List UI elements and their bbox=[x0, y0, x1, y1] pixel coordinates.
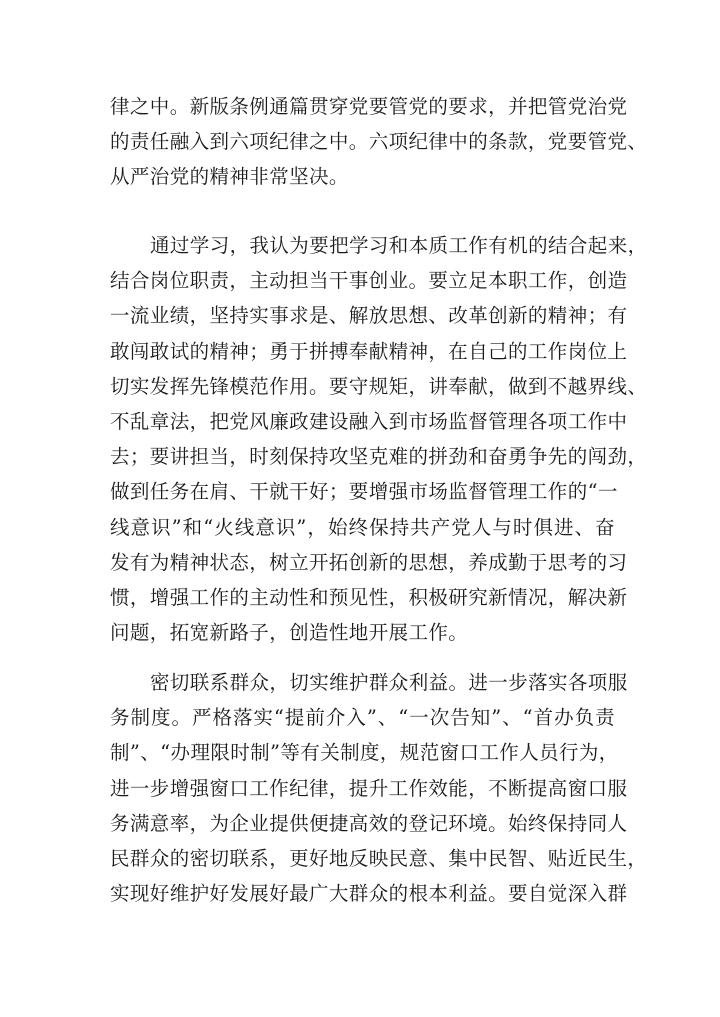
paragraph-3 bbox=[110, 665, 648, 911]
text-line: 密切联系群众，切实维护群众利益。进一步落实各项服 bbox=[150, 671, 628, 694]
text-line: 民群众的密切联系，更好地反映民意、集中民智、贴近民生， bbox=[110, 847, 648, 871]
text-line: 线意识”和“火线意识”，始终保持共产党人与时俱进、奋 bbox=[110, 515, 615, 539]
text-line: 制”、“办理限时制”等有关制度，规范窗口工作人员行为， bbox=[110, 741, 619, 765]
text-line: 律之中。新版条例通篇贯穿党要管党的要求，并把管党治党 bbox=[110, 95, 628, 118]
text-line: 做到任务在肩、干就干好；要增强市场监督管理工作的“一 bbox=[110, 480, 618, 504]
paragraph-1 bbox=[110, 89, 648, 195]
text-line: 结合岗位职责，主动担当干事创业。要立足本职工作，创造 bbox=[110, 269, 628, 293]
text-line: 发有为精神状态，树立开拓创新的思想，养成勤于思考的习 bbox=[110, 550, 628, 574]
text-line: 问题，拓宽新路子，创造性地开展工作。 bbox=[110, 621, 469, 645]
text-line: 从严治党的精神非常坚决。 bbox=[110, 165, 349, 189]
text-line: 务制度。严格落实“提前介入”、“一次告知”、“首办负责 bbox=[110, 706, 615, 730]
text-line: 的责任融入到六项纪律之中。六项纪律中的条款，党要管党、 bbox=[110, 130, 648, 154]
paragraph-2 bbox=[110, 228, 648, 650]
text-line: 通过学习，我认为要把学习和本质工作有机的结合起来， bbox=[150, 234, 648, 257]
text-line: 务满意率，为企业提供便捷高效的登记环境。始终保持同人 bbox=[110, 811, 628, 835]
text-line: 切实发挥先锋模范作用。要守规矩，讲奉献，做到不越界线、 bbox=[110, 374, 648, 398]
text-line: 惯，增强工作的主动性和预见性，积极研究新情况，解决新 bbox=[110, 586, 628, 610]
text-line: 不乱章法，把党风廉政建设融入到市场监督管理各项工作中 bbox=[110, 410, 628, 434]
text-line: 敢闯敢试的精神；勇于拼搏奉献精神，在自己的工作岗位上 bbox=[110, 339, 628, 363]
text-line: 实现好维护好发展好最广大群众的根本利益。要自觉深入群 bbox=[110, 882, 628, 906]
text-line: 进一步增强窗口工作纪律，提升工作效能，不断提高窗口服 bbox=[110, 776, 628, 800]
text-line: 一流业绩，坚持实事求是、解放思想、改革创新的精神；有 bbox=[110, 304, 628, 328]
text-line: 去；要讲担当，时刻保持攻坚克难的拼劲和奋勇争先的闯劲， bbox=[110, 445, 648, 469]
